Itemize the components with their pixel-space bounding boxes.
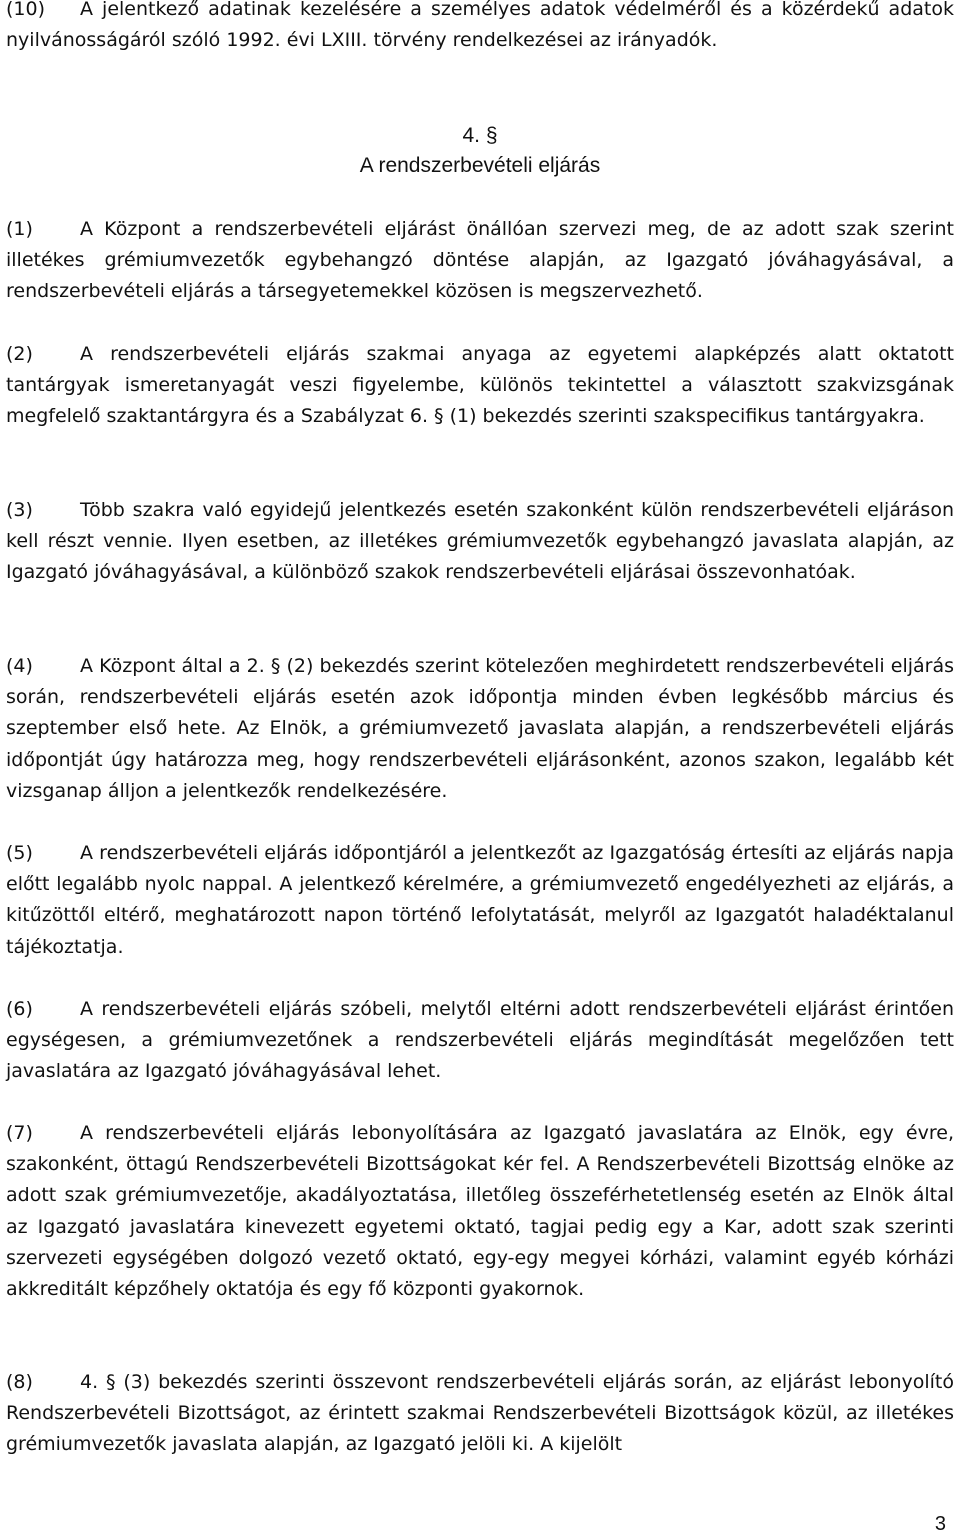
- paragraph-number: (4): [6, 655, 33, 677]
- paragraph-text: Több szakra való egyidejű jelentkezés esetén szakonként külön rendszerbevételi eljáráson kell részt vennie. Ilyen esetben, az illetékes grémiumvezetők egybehangzó javaslata alapján, az Igazgató jóváhagyásával, a különböző szakok rendszerbevételi eljárásai összevonhatóak.: [6, 499, 954, 584]
- paragraph-text: A Központ a rendszerbevételi eljárást önállóan szervezi meg, de az adott szak szerint illetékes grémiumvezetők egybehangzó döntése alapján, az Igazgató jóváhagyásával, a rendszerbevételi eljárás a társegyetemekkel közösen is megszervezhető.: [6, 218, 954, 303]
- paragraph-text: 4. § (3) bekezdés szerinti összevont rendszerbevételi eljárás során, az eljárást lebonyolító Rendszerbevételi Bizottságot, az érintett szakmai Rendszerbevételi Bizottságok közül, az illetékes grémiumvezetők javaslata alapján, az Igazgató jelöli ki. A kijelölt: [6, 1371, 954, 1456]
- paragraph-5: [6, 838, 954, 963]
- paragraph-7: [6, 1118, 954, 1305]
- paragraph-6: [6, 994, 954, 1088]
- paragraph-text: A jelentkező adatinak kezelésére a személyes adatok védelméről és a közérdekű adatok nyilvánosságáról szóló 1992. évi LXIII. törvény rendelkezései az irányadók.: [6, 0, 954, 52]
- paragraph-text: A rendszerbevételi eljárás időpontjáról a jelentkezőt az Igazgatóság értesíti az eljárás napja előtt legalább nyolc nappal. A jelentkező kérelmére, a grémiumvezető engedélyezheti az eljárás, a kitűzöttől eltérő, meghatározott napon történő lefolytatását, melyről az Igazgatót haladéktalanul tájékoztatja.: [6, 842, 954, 958]
- paragraph-text: A rendszerbevételi eljárás szakmai anyaga az egyetemi alapképzés alatt oktatott tantárgyak ismeretanyagát veszi figyelembe, különös tekintettel a választott szakvizsgának megfelelő szaktantárgyra és a Szabályzat 6. § (1) bekezdés szerinti szakspecifikus tantárgyakra.: [6, 343, 954, 428]
- paragraph-number: (10): [6, 0, 46, 20]
- paragraph-10: [6, 0, 954, 56]
- paragraph-2: [6, 339, 954, 433]
- paragraph-number: (8): [6, 1371, 33, 1393]
- paragraph-number: (5): [6, 842, 33, 864]
- paragraph-number: (3): [6, 499, 33, 521]
- paragraph-number: (2): [6, 343, 33, 365]
- section-number: 4. §: [462, 124, 498, 147]
- paragraph-1: [6, 214, 954, 308]
- paragraph-number: (6): [6, 998, 33, 1020]
- section-title: A rendszerbevételi eljárás: [359, 154, 601, 177]
- paragraph-text: A Központ által a 2. § (2) bekezdés szerint kötelezően meghirdetett rendszerbevételi eljárás során, rendszerbevételi eljárás esetén azok időpontja minden évben legkésőbb március és szeptember első hete. Az Elnök, a grémiumvezető javaslata alapján, a rendszerbevételi eljárás időpontját úgy határozza meg, hogy rendszerbevételi eljárásonként, azonos szakon, legalább két vizsganap álljon a jelentkezők rendelkezésére.: [6, 655, 954, 802]
- paragraph-number: (7): [6, 1122, 33, 1144]
- paragraph-8: [6, 1367, 954, 1461]
- paragraph-number: (1): [6, 218, 33, 240]
- paragraph-4: [6, 651, 954, 807]
- paragraph-text: A rendszerbevételi eljárás lebonyolítására az Igazgató javaslatára az Elnök, egy évre, szakonként, öttagú Rendszerbevételi Bizottságokat kér fel. A Rendszerbevételi Bizottság elnöke az adott szak grémiumvezetője, akadályoztatása, illetőleg összeférhetetlenség esetén az Elnök által az Igazgató javaslatára kinevezett egyetemi oktató, tagjai pedig egy a Kar, adott szak szerinti szervezeti egységében dolgozó vezető oktató, egy-egy megyei kórházi, valamint egyéb kórházi akkreditált képzőhely oktatója és egy fő központi gyakornok.: [6, 1122, 954, 1301]
- paragraph-3: [6, 495, 954, 589]
- paragraph-text: A rendszerbevételi eljárás szóbeli, melytől eltérni adott rendszerbevételi eljárást érintően egységesen, a grémiumvezetőnek a rendszerbevételi eljárás megindítását megelőzően tett javaslatára az Igazgató jóváhagyásával lehet.: [6, 998, 954, 1083]
- page-number: 3: [934, 1513, 946, 1535]
